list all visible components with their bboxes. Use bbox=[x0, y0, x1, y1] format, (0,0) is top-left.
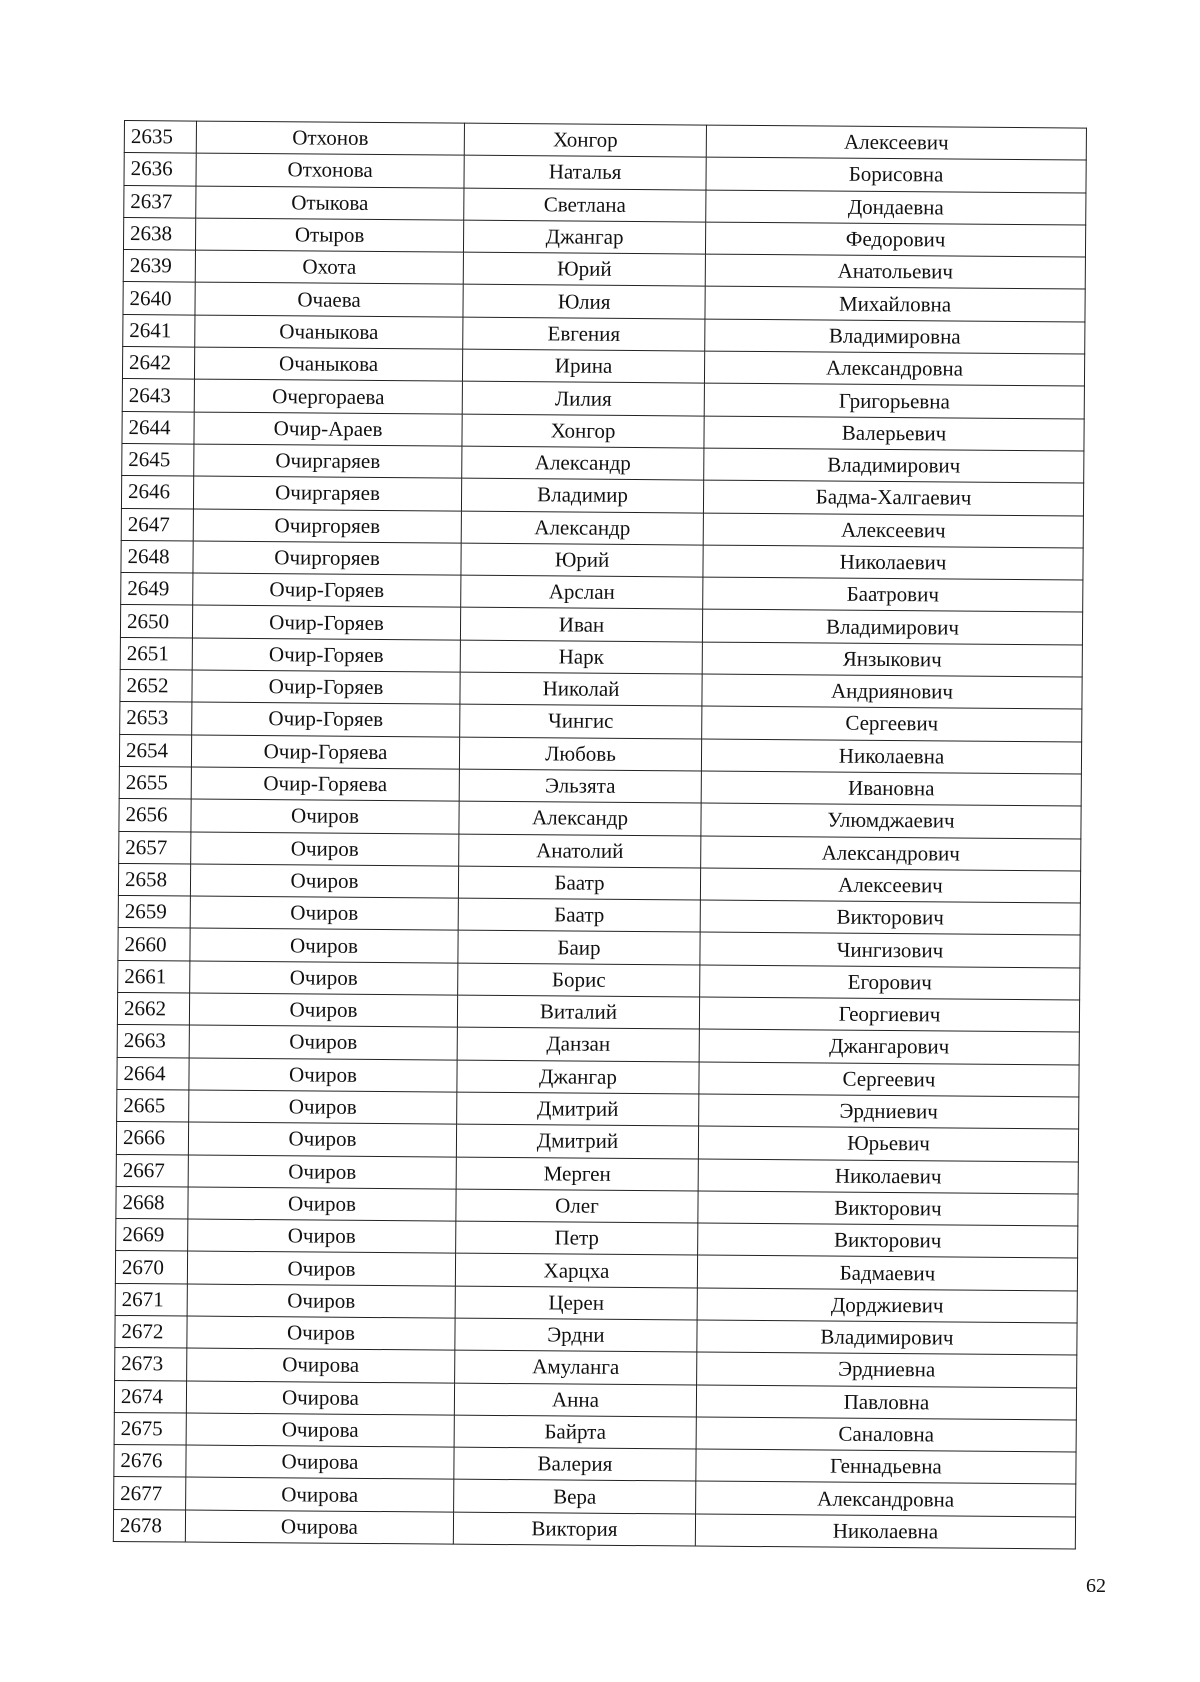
row-number: 2655 bbox=[119, 766, 191, 799]
first-name-cell: Лилия bbox=[462, 382, 704, 416]
patronymic-cell: Александрович bbox=[701, 836, 1081, 871]
patronymic-cell: Александровна bbox=[704, 351, 1084, 386]
first-name-cell: Чингис bbox=[460, 705, 702, 739]
patronymic-cell: Николаевна bbox=[695, 1514, 1075, 1549]
first-name-cell: Виталий bbox=[457, 995, 699, 1029]
first-name-cell: Мерген bbox=[456, 1157, 698, 1191]
first-name-cell: Байрта bbox=[454, 1415, 696, 1449]
first-name-cell: Баатр bbox=[458, 898, 700, 932]
first-name-cell: Данзан bbox=[457, 1027, 699, 1061]
surname-cell: Очиров bbox=[190, 928, 458, 962]
surname-cell: Очир-Горяев bbox=[192, 702, 460, 736]
patronymic-cell: Баатрович bbox=[703, 577, 1083, 612]
patronymic-cell: Михайловна bbox=[705, 287, 1085, 322]
first-name-cell: Баир bbox=[458, 931, 700, 965]
row-number: 2673 bbox=[115, 1348, 187, 1381]
first-name-cell: Эрдни bbox=[455, 1318, 697, 1352]
patronymic-cell: Алексеевич bbox=[700, 868, 1080, 903]
row-number: 2677 bbox=[114, 1477, 186, 1510]
patronymic-cell: Алексеевич bbox=[706, 125, 1086, 160]
first-name-cell: Церен bbox=[455, 1286, 697, 1320]
row-number: 2651 bbox=[120, 637, 192, 670]
surname-cell: Очиров bbox=[190, 961, 458, 995]
first-name-cell: Ирина bbox=[462, 349, 704, 383]
patronymic-cell: Бадмаевич bbox=[697, 1255, 1077, 1290]
surname-cell: Очиров bbox=[189, 1090, 457, 1124]
first-name-cell: Анатолий bbox=[459, 834, 701, 868]
row-number: 2658 bbox=[118, 863, 190, 896]
row-number: 2649 bbox=[121, 573, 193, 606]
row-number: 2671 bbox=[115, 1283, 187, 1316]
patronymic-cell: Алексеевич bbox=[703, 513, 1083, 548]
row-number: 2650 bbox=[120, 605, 192, 638]
surname-cell: Очиров bbox=[191, 799, 459, 833]
surname-cell: Очиргаряев bbox=[193, 476, 461, 510]
first-name-cell: Светлана bbox=[464, 188, 706, 222]
row-number: 2648 bbox=[121, 540, 193, 573]
row-number: 2653 bbox=[120, 702, 192, 735]
patronymic-cell: Викторович bbox=[700, 900, 1080, 935]
surname-cell: Очирова bbox=[185, 1510, 453, 1544]
surname-cell: Отхонова bbox=[196, 153, 464, 187]
surname-cell: Отыров bbox=[195, 218, 463, 252]
surname-cell: Очаныкова bbox=[195, 315, 463, 349]
first-name-cell: Харцха bbox=[455, 1254, 697, 1288]
patronymic-cell: Владимирович bbox=[704, 448, 1084, 483]
row-number: 2668 bbox=[116, 1186, 188, 1219]
patronymic-cell: Владимирович bbox=[697, 1320, 1077, 1355]
patronymic-cell: Эрдниевна bbox=[697, 1352, 1077, 1387]
patronymic-cell: Юрьевич bbox=[698, 1126, 1078, 1161]
row-number: 2678 bbox=[113, 1509, 185, 1542]
surname-cell: Очир-Горяева bbox=[191, 735, 459, 769]
first-name-cell: Джангар bbox=[457, 1060, 699, 1094]
surname-cell: Очиров bbox=[190, 864, 458, 898]
first-name-cell: Юлия bbox=[463, 285, 705, 319]
surname-cell: Очирова bbox=[186, 1445, 454, 1479]
first-name-cell: Хонгор bbox=[462, 414, 704, 448]
surname-cell: Очир-Горяев bbox=[192, 638, 460, 672]
first-name-cell: Николай bbox=[460, 672, 702, 706]
patronymic-cell: Николаевна bbox=[701, 739, 1081, 774]
first-name-cell: Иван bbox=[460, 608, 702, 642]
surname-cell: Очиров bbox=[191, 832, 459, 866]
surname-cell: Очиров bbox=[188, 1122, 456, 1156]
patronymic-cell: Анатольевич bbox=[705, 254, 1085, 289]
patronymic-cell: Геннадьевна bbox=[696, 1449, 1076, 1484]
first-name-cell: Юрий bbox=[463, 252, 705, 286]
patronymic-cell: Борисовна bbox=[706, 157, 1086, 192]
row-number: 2659 bbox=[118, 896, 190, 929]
row-number: 2645 bbox=[122, 443, 194, 476]
row-number: 2646 bbox=[121, 476, 193, 509]
first-name-cell: Эльзята bbox=[459, 769, 701, 803]
patronymic-cell: Сергеевич bbox=[699, 1062, 1079, 1097]
patronymic-cell: Владимирович bbox=[702, 610, 1082, 645]
surname-cell: Очиров bbox=[190, 896, 458, 930]
surname-cell: Очиров bbox=[189, 1058, 457, 1092]
row-number: 2670 bbox=[115, 1251, 187, 1284]
surname-cell: Очиров bbox=[187, 1284, 455, 1318]
patronymic-cell: Андриянович bbox=[702, 674, 1082, 709]
surname-cell: Очир-Горяева bbox=[191, 767, 459, 801]
patronymic-cell: Ивановна bbox=[701, 771, 1081, 806]
surname-cell: Очаева bbox=[195, 283, 463, 317]
first-name-cell: Виктория bbox=[453, 1512, 695, 1546]
first-name-cell: Петр bbox=[456, 1221, 698, 1255]
first-name-cell: Джангар bbox=[463, 220, 705, 254]
surname-cell: Очиров bbox=[189, 993, 457, 1027]
row-number: 2635 bbox=[124, 121, 196, 154]
patronymic-cell: Джангарович bbox=[699, 1029, 1079, 1064]
table-row bbox=[113, 1509, 1075, 1549]
row-number: 2662 bbox=[117, 992, 189, 1025]
patronymic-cell: Павловна bbox=[696, 1385, 1076, 1420]
page-number: 62 bbox=[1086, 1575, 1106, 1597]
surname-cell: Очирова bbox=[186, 1413, 454, 1447]
surname-cell: Очиров bbox=[187, 1316, 455, 1350]
surname-cell: Очирова bbox=[186, 1477, 454, 1511]
row-number: 2636 bbox=[124, 153, 196, 186]
patronymic-cell: Георгиевич bbox=[699, 997, 1079, 1032]
patronymic-cell: Дондаевна bbox=[706, 190, 1086, 225]
surname-cell: Очиргоряев bbox=[193, 541, 461, 575]
first-name-cell: Дмитрий bbox=[456, 1124, 698, 1158]
patronymic-cell: Владимировна bbox=[705, 319, 1085, 354]
patronymic-cell: Сергеевич bbox=[702, 706, 1082, 741]
patronymic-cell: Валерьевич bbox=[704, 416, 1084, 451]
row-number: 2638 bbox=[123, 217, 195, 250]
surname-cell: Очир-Горяев bbox=[192, 670, 460, 704]
row-number: 2665 bbox=[117, 1089, 189, 1122]
first-name-cell: Александр bbox=[462, 446, 704, 480]
surname-cell: Очирова bbox=[186, 1381, 454, 1415]
first-name-cell: Нарк bbox=[460, 640, 702, 674]
first-name-cell: Любовь bbox=[459, 737, 701, 771]
patronymic-cell: Саналовна bbox=[696, 1417, 1076, 1452]
first-name-cell: Хонгор bbox=[464, 123, 706, 157]
row-number: 2640 bbox=[123, 282, 195, 315]
row-number: 2656 bbox=[119, 799, 191, 832]
patronymic-cell: Викторович bbox=[698, 1223, 1078, 1258]
patronymic-cell: Янзыкович bbox=[702, 642, 1082, 677]
patronymic-cell: Бадма-Халгаевич bbox=[703, 480, 1083, 515]
first-name-cell: Анна bbox=[454, 1383, 696, 1417]
first-name-cell: Дмитрий bbox=[457, 1092, 699, 1126]
patronymic-cell: Эрдниевич bbox=[699, 1094, 1079, 1129]
first-name-cell: Арслан bbox=[461, 575, 703, 609]
row-number: 2667 bbox=[116, 1154, 188, 1187]
first-name-cell: Олег bbox=[456, 1189, 698, 1223]
patronymic-cell: Улюмджаевич bbox=[701, 803, 1081, 838]
surname-cell: Очиров bbox=[187, 1251, 455, 1285]
first-name-cell: Валерия bbox=[454, 1447, 696, 1481]
first-name-cell: Амуланга bbox=[455, 1350, 697, 1384]
surname-cell: Очир-Араев bbox=[194, 412, 462, 446]
first-name-cell: Вера bbox=[454, 1480, 696, 1514]
patronymic-cell: Дорджиевич bbox=[697, 1288, 1077, 1323]
row-number: 2663 bbox=[117, 1025, 189, 1058]
surname-cell: Очиров bbox=[189, 1025, 457, 1059]
row-number: 2654 bbox=[119, 734, 191, 767]
surname-cell: Очиргаряев bbox=[194, 444, 462, 478]
surname-cell: Очаныкова bbox=[194, 347, 462, 381]
first-name-cell: Борис bbox=[458, 963, 700, 997]
row-number: 2643 bbox=[122, 379, 194, 412]
names-table bbox=[113, 120, 1087, 1550]
first-name-cell: Владимир bbox=[461, 478, 703, 512]
surname-cell: Очир-Горяев bbox=[193, 573, 461, 607]
row-number: 2676 bbox=[114, 1445, 186, 1478]
row-number: 2639 bbox=[123, 250, 195, 283]
first-name-cell: Юрий bbox=[461, 543, 703, 577]
row-number: 2642 bbox=[122, 347, 194, 380]
row-number: 2675 bbox=[114, 1412, 186, 1445]
first-name-cell: Евгения bbox=[463, 317, 705, 351]
patronymic-cell: Григорьевна bbox=[704, 383, 1084, 418]
surname-cell: Отхонов bbox=[196, 121, 464, 155]
row-number: 2647 bbox=[121, 508, 193, 541]
patronymic-cell: Викторович bbox=[698, 1191, 1078, 1226]
row-number: 2657 bbox=[119, 831, 191, 864]
surname-cell: Очергораева bbox=[194, 379, 462, 413]
surname-cell: Очиров bbox=[188, 1155, 456, 1189]
surname-cell: Очирова bbox=[187, 1348, 455, 1382]
surname-cell: Очиргоряев bbox=[193, 509, 461, 543]
row-number: 2666 bbox=[116, 1122, 188, 1155]
row-number: 2672 bbox=[115, 1315, 187, 1348]
row-number: 2669 bbox=[116, 1219, 188, 1252]
row-number: 2674 bbox=[114, 1380, 186, 1413]
row-number: 2664 bbox=[117, 1057, 189, 1090]
surname-cell: Охота bbox=[195, 250, 463, 284]
patronymic-cell: Федорович bbox=[705, 222, 1085, 257]
patronymic-cell: Александровна bbox=[696, 1482, 1076, 1517]
first-name-cell: Баатр bbox=[458, 866, 700, 900]
patronymic-cell: Егорович bbox=[700, 965, 1080, 1000]
first-name-cell: Александр bbox=[461, 511, 703, 545]
surname-cell: Очиров bbox=[188, 1187, 456, 1221]
row-number: 2661 bbox=[118, 960, 190, 993]
surname-cell: Отыкова bbox=[196, 186, 464, 220]
row-number: 2652 bbox=[120, 670, 192, 703]
surname-cell: Очир-Горяев bbox=[192, 606, 460, 640]
patronymic-cell: Николаевич bbox=[698, 1159, 1078, 1194]
row-number: 2641 bbox=[123, 314, 195, 347]
patronymic-cell: Николаевич bbox=[703, 545, 1083, 580]
row-number: 2644 bbox=[122, 411, 194, 444]
row-number: 2637 bbox=[124, 185, 196, 218]
first-name-cell: Наталья bbox=[464, 155, 706, 189]
patronymic-cell: Чингизович bbox=[700, 932, 1080, 967]
names-table-body bbox=[113, 121, 1086, 1550]
surname-cell: Очиров bbox=[188, 1219, 456, 1253]
row-number: 2660 bbox=[118, 928, 190, 961]
first-name-cell: Александр bbox=[459, 801, 701, 835]
